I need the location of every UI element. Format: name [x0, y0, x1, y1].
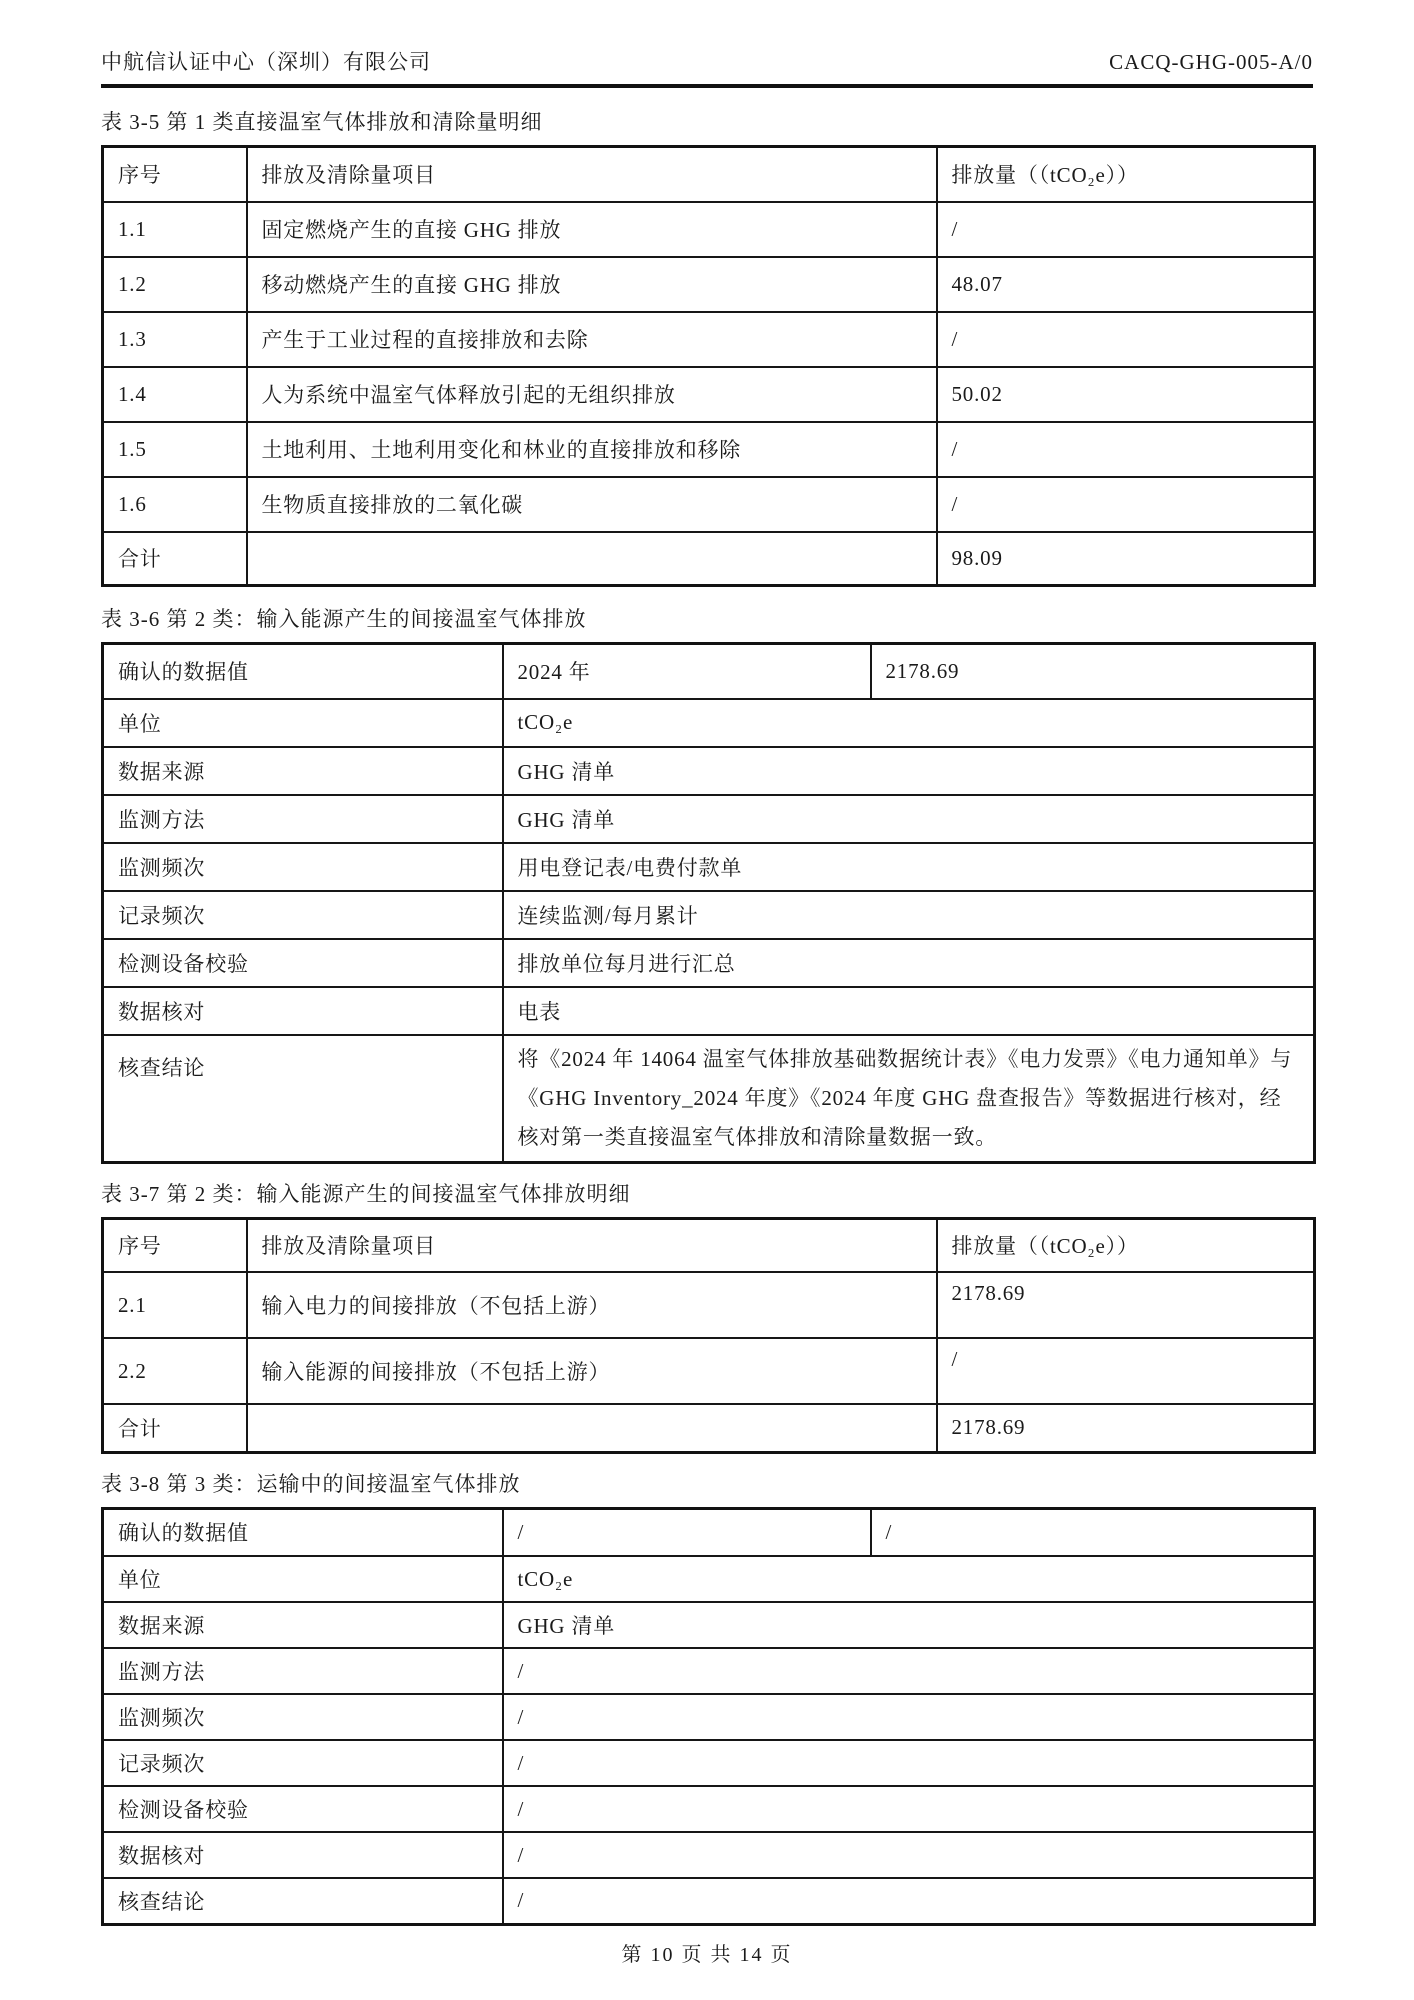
- cell-seq: 1.3: [103, 312, 247, 367]
- cell-item: 土地利用、土地利用变化和林业的直接排放和移除: [247, 422, 937, 477]
- table-header-row: [103, 147, 1315, 202]
- table-3-7-title: 表 3-7 第 2 类：输入能源产生的间接温室气体排放明细: [101, 1181, 631, 1206]
- cell-seq: 2.1: [103, 1272, 247, 1338]
- table-row: [103, 1338, 1315, 1404]
- cell-value: /: [503, 1648, 1315, 1694]
- column-header-seq: 序号: [103, 1218, 247, 1272]
- cell-label: 检测设备校验: [103, 1786, 503, 1832]
- cell-item: 输入能源的间接排放（不包括上游）: [247, 1338, 937, 1404]
- table-row: [103, 1556, 1315, 1602]
- cell-label: 监测方法: [103, 795, 503, 843]
- cell-value: /: [503, 1694, 1315, 1740]
- cell-value: /: [937, 312, 1315, 367]
- cell-seq: 1.1: [103, 202, 247, 257]
- cell-empty: [247, 1404, 937, 1452]
- table-total-row: [103, 532, 1315, 586]
- table-row: [103, 312, 1315, 367]
- cell-value: /: [503, 1786, 1315, 1832]
- cell-seq: 1.4: [103, 367, 247, 422]
- cell-value: GHG 清单: [503, 1602, 1315, 1648]
- cell-label: 单位: [103, 1556, 503, 1602]
- cell-seq: 1.6: [103, 477, 247, 532]
- cell-item: 人为系统中温室气体释放引起的无组织排放: [247, 367, 937, 422]
- table-row: [103, 1648, 1315, 1694]
- cell-item: 移动燃烧产生的直接 GHG 排放: [247, 257, 937, 312]
- cell-total-value: 98.09: [937, 532, 1315, 586]
- cell-empty: [247, 532, 937, 586]
- cell-seq: 1.2: [103, 257, 247, 312]
- cell-total-value: 2178.69: [937, 1404, 1315, 1452]
- table-conclusion-row: [103, 1035, 1315, 1163]
- column-header-item: 排放及清除量项目: [247, 1218, 937, 1272]
- table-row: [103, 477, 1315, 532]
- cell-label: 数据来源: [103, 1602, 503, 1648]
- cell-label: 监测频次: [103, 843, 503, 891]
- cell-value: /: [503, 1740, 1315, 1786]
- cell-value: 连续监测/每月累计: [503, 891, 1315, 939]
- cell-value: GHG 清单: [503, 747, 1315, 795]
- cell-label: 检测设备校验: [103, 939, 503, 987]
- table-row: [103, 1878, 1315, 1924]
- cell-value: 48.07: [937, 257, 1315, 312]
- cell-value: 2178.69: [871, 644, 1315, 699]
- table-total-row: [103, 1404, 1315, 1452]
- table-row: [103, 891, 1315, 939]
- table-row: [103, 644, 1315, 699]
- table-row: [103, 1272, 1315, 1338]
- header-company-name: 中航信认证中心（深圳）有限公司: [101, 50, 431, 74]
- column-header-item: 排放及清除量项目: [247, 147, 937, 202]
- table-3-7: [101, 1217, 1316, 1454]
- table-3-5-title: 表 3-5 第 1 类直接温室气体排放和清除量明细: [101, 110, 543, 134]
- cell-value: /: [937, 477, 1315, 532]
- cell-seq: 1.5: [103, 422, 247, 477]
- cell-value: /: [937, 422, 1315, 477]
- cell-item: 输入电力的间接排放（不包括上游）: [247, 1272, 937, 1338]
- cell-value: /: [503, 1878, 1315, 1924]
- table-row: [103, 367, 1315, 422]
- cell-value: /: [937, 202, 1315, 257]
- cell-label: 监测频次: [103, 1694, 503, 1740]
- table-row: [103, 699, 1315, 747]
- page-header: [101, 48, 1313, 76]
- table-row: [103, 202, 1315, 257]
- table-row: [103, 1508, 1315, 1556]
- cell-item: 产生于工业过程的直接排放和去除: [247, 312, 937, 367]
- table-3-5: [101, 145, 1316, 587]
- cell-label: 核查结论: [103, 1035, 503, 1163]
- cell-value: 排放单位每月进行汇总: [503, 939, 1315, 987]
- cell-label: 监测方法: [103, 1648, 503, 1694]
- cell-label: 数据核对: [103, 1832, 503, 1878]
- table-3-6-title: 表 3-6 第 2 类：输入能源产生的间接温室气体排放: [101, 607, 587, 631]
- cell-total-label: 合计: [103, 1404, 247, 1452]
- column-header-seq: 序号: [103, 147, 247, 202]
- cell-value: 50.02: [937, 367, 1315, 422]
- cell-value: GHG 清单: [503, 795, 1315, 843]
- table-row: [103, 1786, 1315, 1832]
- cell-label: 记录频次: [103, 1740, 503, 1786]
- header-doc-number: CACQ-GHG-005-A/0: [1109, 50, 1313, 74]
- table-row: [103, 257, 1315, 312]
- cell-year: 2024 年: [503, 644, 871, 699]
- cell-label: 确认的数据值: [103, 644, 503, 699]
- cell-conclusion-text: 将《2024 年 14064 温室气体排放基础数据统计表》《电力发票》《电力通知单》与《GHG Inventory_2024 年度》《2024 年度 GHG 盘查报告》等数据进行核对，经核对第一类直接温室气体排放和清除量数据一致。: [503, 1035, 1315, 1163]
- cell-value: 2178.69: [937, 1272, 1315, 1338]
- table-row: [103, 422, 1315, 477]
- cell-value: 电表: [503, 987, 1315, 1035]
- table-3-8-title: 表 3-8 第 3 类：运输中的间接温室气体排放: [101, 1471, 521, 1496]
- table-row: [103, 795, 1315, 843]
- cell-label: 核查结论: [103, 1878, 503, 1924]
- cell-label: 确认的数据值: [103, 1508, 503, 1556]
- table-row: [103, 987, 1315, 1035]
- table-header-row: [103, 1218, 1315, 1272]
- table-3-6: [101, 642, 1316, 1164]
- cell-label: 数据来源: [103, 747, 503, 795]
- cell-item: 固定燃烧产生的直接 GHG 排放: [247, 202, 937, 257]
- cell-item: 生物质直接排放的二氧化碳: [247, 477, 937, 532]
- cell-value: /: [871, 1508, 1315, 1556]
- table-3-8: [101, 1507, 1316, 1926]
- cell-total-label: 合计: [103, 532, 247, 586]
- cell-label: 记录频次: [103, 891, 503, 939]
- page-content: [101, 0, 1313, 1967]
- column-header-amount: 排放量（（tCO₂e））: [937, 147, 1315, 202]
- cell-value: tCO₂e: [503, 699, 1315, 747]
- cell-value: tCO₂e: [503, 1556, 1315, 1602]
- column-header-amount: 排放量（（tCO₂e））: [937, 1218, 1315, 1272]
- cell-label: 数据核对: [103, 987, 503, 1035]
- cell-label: 单位: [103, 699, 503, 747]
- header-divider: [101, 84, 1313, 88]
- cell-seq: 2.2: [103, 1338, 247, 1404]
- cell-value: /: [937, 1338, 1315, 1404]
- table-row: [103, 1602, 1315, 1648]
- cell-value: /: [503, 1832, 1315, 1878]
- table-row: [103, 1832, 1315, 1878]
- cell-value: 用电登记表/电费付款单: [503, 843, 1315, 891]
- table-row: [103, 843, 1315, 891]
- table-row: [103, 747, 1315, 795]
- table-row: [103, 1694, 1315, 1740]
- table-row: [103, 939, 1315, 987]
- table-row: [103, 1740, 1315, 1786]
- cell-value: /: [503, 1508, 871, 1556]
- page-number: 第 10 页 共 14 页: [621, 1943, 793, 1966]
